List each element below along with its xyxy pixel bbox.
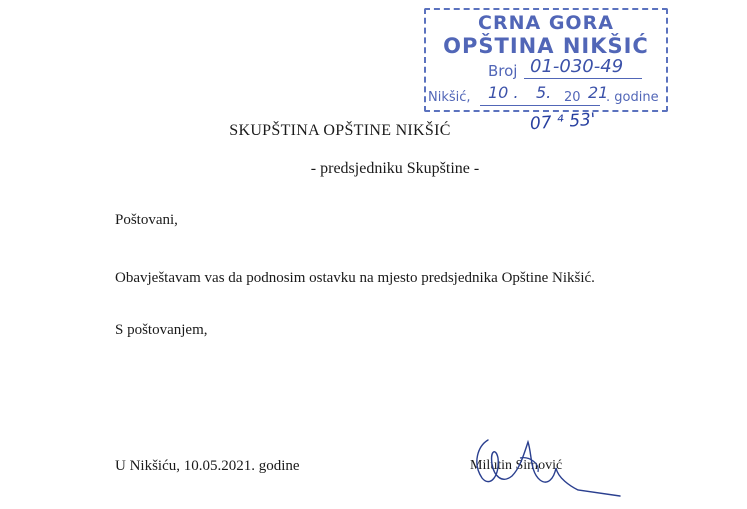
stamp-date-month: 5. — [536, 83, 552, 102]
greeting: Poštovani, — [115, 212, 178, 228]
stamp-date-suffix: . godine — [606, 90, 659, 105]
recipient-subtitle: - predsjedniku Skupštine - — [310, 160, 480, 177]
stamp-date-year: 21 — [588, 83, 609, 102]
letter-body: Obavještavam vas da podnosim ostavku na mjesto predsjednika Opštine Nikšić. — [115, 270, 595, 286]
stamp-date-underline — [480, 105, 600, 106]
stamp-country: CRNA GORA — [478, 12, 614, 34]
place-and-date: U Nikšiću, 10.05.2021. godine — [115, 458, 300, 474]
stamp-number-value: 01-030-49 — [530, 56, 624, 77]
stamp-number-label: Broj — [488, 62, 518, 80]
handwritten-time: 07 ⁴ 53' — [529, 109, 597, 135]
signer-name: Milutin Simović — [470, 458, 563, 473]
stamp-date-day: 10 . — [488, 83, 519, 102]
registry-stamp — [424, 8, 668, 112]
stamp-number-underline — [524, 78, 642, 79]
closing: S poštovanjem, — [115, 322, 208, 338]
recipient-title: SKUPŠTINA OPŠTINE NIKŠIĆ — [229, 122, 451, 139]
stamp-place: Nikšić, — [428, 90, 471, 105]
stamp-date-year-prefix: 20 — [564, 90, 581, 105]
stamp-municipality: OPŠTINA NIKŠIĆ — [443, 34, 649, 58]
handwritten-signature — [460, 428, 630, 498]
